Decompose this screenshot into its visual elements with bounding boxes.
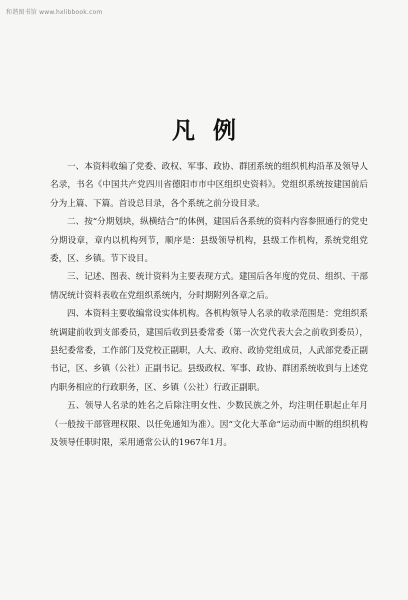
paragraph-2: 二、按“分期划块，纵横结合”的体例，建国后各系统的资料内容参照通行的党史分期设章，章内以机构列节，顺序是：县级领导机构，县级工作机构，系统党组党委，区、乡镇。节下设目。 [50,217,368,265]
body-text [50,158,368,453]
paragraph-4: 四、本资料主要收编常设实体机构。各机构领导人名录的收录范围是：党组织系统调建前收到支部委员，建国后收到县委常委（第一次党代表大会之前收到委员），县纪委常委，工作部门及党校正副职，人大、政府、政协党组成员，人武部党委正副书记，区、乡镇（公社）正副书记。县级政权、军事、政协、群团系统收到与上述党内职务相应的行政职务，区、乡镇（公社）行政正副职。 [50,309,368,393]
paragraph-1: 一、本资料收编了党委、政权、军事、政协、群团系统的组织机构沿革及领导人名录，书名《中国共产党四川省德阳市市中区组织史资料》。党组织系统按建国前后分为上篇、下篇。首设总目录，各个系统之前分设目录。 [50,162,368,209]
page-title: 凡例 [172,118,254,144]
watermark-text: 和谐图书馆 www.hxlibbook.com [6,9,103,16]
paragraph-3: 三、记述、图表、统计资料为主要表现方式。建国后各年度的党员、组织、干部情况统计资料表收在党组织系统内，分时期附列各章之后。 [50,272,368,301]
paragraph-5: 五、领导人名录的姓名之后除注明女性、少数民族之外，均注明任职起止年月（一般按干部管理权限、以任免通知为准）。因“文化大革命”运动而中断的组织机构及领导任职时限，采用通常公认的1967年1月。 [50,401,368,449]
